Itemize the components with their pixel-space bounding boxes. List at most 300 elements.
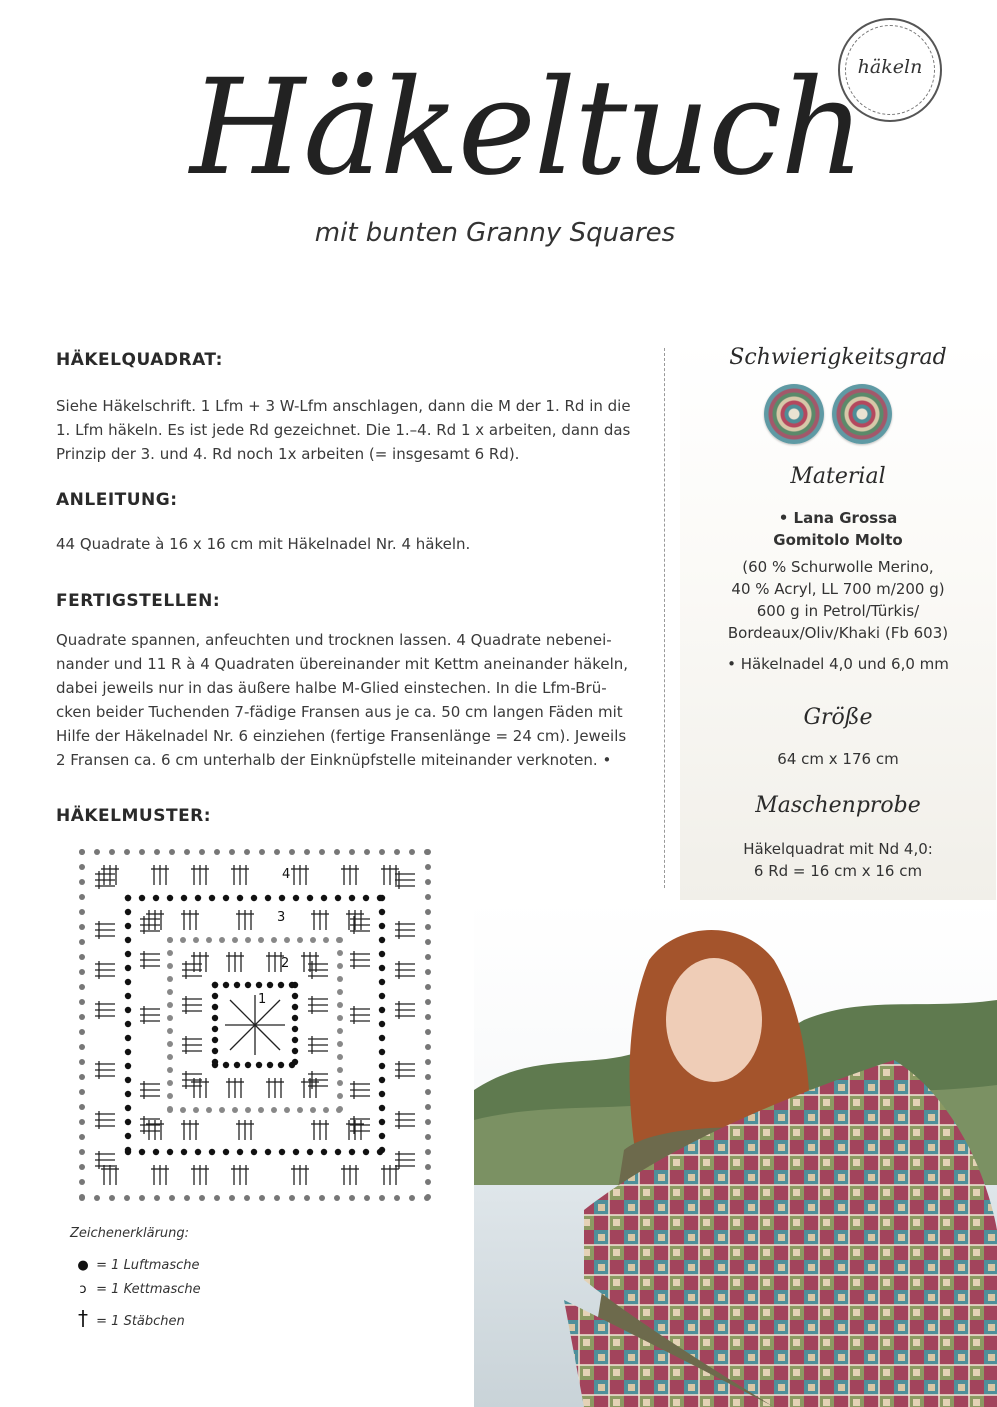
chain-dot xyxy=(271,1107,277,1113)
chain-dot xyxy=(167,937,173,943)
material-line: Bordeaux/Oliv/Khaki (Fb 603) xyxy=(727,624,949,642)
chain-dot xyxy=(125,1049,131,1055)
chain-dot xyxy=(425,864,431,870)
gauge-line: Häkelquadrat mit Nd 4,0: xyxy=(743,840,933,858)
chain-dot xyxy=(424,849,430,855)
chain-dot xyxy=(212,993,218,999)
chain-dot xyxy=(94,1195,100,1201)
double-crochet-stitch xyxy=(230,1025,255,1050)
chain-dot xyxy=(310,1107,316,1113)
heading-haekelmuster: HÄKELMUSTER: xyxy=(56,806,212,826)
chain-dot xyxy=(259,1195,265,1201)
chain-dot xyxy=(379,1147,385,1153)
chain-dot xyxy=(79,864,85,870)
chain-dot xyxy=(425,1119,431,1125)
stamp-label: häkeln xyxy=(857,56,923,78)
chain-dot xyxy=(79,1119,85,1125)
chain-dot xyxy=(377,895,383,901)
chain-dot xyxy=(125,1147,131,1153)
chain-dot xyxy=(167,895,173,901)
gauge-line: 6 Rd = 16 cm x 16 cm xyxy=(753,862,923,880)
chain-dot xyxy=(425,1134,431,1140)
chain-dot xyxy=(212,1026,218,1032)
chain-dot xyxy=(289,849,295,855)
chain-dot xyxy=(337,963,343,969)
chain-dot xyxy=(167,1080,173,1086)
chain-dot xyxy=(337,989,343,995)
page-subtitle: mit bunten Granny Squares xyxy=(314,218,676,248)
legend-item-kettmasche xyxy=(74,1282,201,1297)
chain-dot xyxy=(379,937,385,943)
chain-dot xyxy=(206,1107,212,1113)
chain-dot xyxy=(169,1195,175,1201)
chain-dot xyxy=(379,1077,385,1083)
chain-dot xyxy=(181,895,187,901)
chain-dot xyxy=(167,1015,173,1021)
chain-dot xyxy=(363,1149,369,1155)
text-line: Hilfe der Häkelnadel Nr. 6 einziehen (fertige Fransenlänge = 24 cm). Jeweils xyxy=(56,727,627,745)
chain-dot xyxy=(379,1091,385,1097)
chain-dot xyxy=(379,993,385,999)
legend-label: = 1 Stäbchen xyxy=(96,1314,185,1329)
chain-dot xyxy=(425,924,431,930)
chain-dot xyxy=(409,1195,415,1201)
text-line: Siehe Häkelschrift. 1 Lfm + 3 W-Lfm anschlagen, dann die M der 1. Rd in die xyxy=(56,397,631,415)
chain-dot xyxy=(251,895,257,901)
chain-dot xyxy=(425,909,431,915)
chain-dot xyxy=(292,1048,298,1054)
chain-dot xyxy=(109,1195,115,1201)
chain-dot xyxy=(214,849,220,855)
chain-dot xyxy=(379,1035,385,1041)
text-fertigstellen xyxy=(56,628,656,772)
chain-dot xyxy=(79,1179,85,1185)
needle-info: • Häkelnadel 4,0 und 6,0 mm xyxy=(727,655,949,673)
round-label-1: 1 xyxy=(258,992,267,1007)
chain-dot xyxy=(323,1107,329,1113)
chain-dot xyxy=(274,1195,280,1201)
chain-dot xyxy=(379,923,385,929)
gauge-heading: Maschenprobe xyxy=(755,793,921,818)
chain-dot xyxy=(379,1063,385,1069)
chain-dot xyxy=(229,1195,235,1201)
chain-dot xyxy=(425,999,431,1005)
chain-dot xyxy=(167,1028,173,1034)
chain-dot xyxy=(292,1059,298,1065)
chain-dot xyxy=(167,1067,173,1073)
legend-label: = 1 Luftmasche xyxy=(96,1258,200,1273)
chain-dot xyxy=(195,1149,201,1155)
chain-dot xyxy=(206,937,212,943)
chain-dot xyxy=(289,982,295,988)
chain-dot xyxy=(219,1107,225,1113)
chain-dot xyxy=(425,1044,431,1050)
chain-dot xyxy=(256,982,262,988)
chain-dot xyxy=(199,849,205,855)
chain-dot xyxy=(337,1028,343,1034)
double-crochet-icon: † xyxy=(78,1306,88,1330)
chain-dot xyxy=(79,1149,85,1155)
heading-anleitung: ANLEITUNG: xyxy=(56,490,178,510)
chain-dot xyxy=(304,1195,310,1201)
model-photo xyxy=(474,900,997,1407)
chain-dot xyxy=(425,1149,431,1155)
chain-dot xyxy=(125,951,131,957)
chain-dot xyxy=(167,1149,173,1155)
chain-dot xyxy=(79,1134,85,1140)
chain-dot xyxy=(337,976,343,982)
chain-dot xyxy=(79,924,85,930)
chain-dot xyxy=(124,849,130,855)
text-line: cken beider Tuchenden 7-fädige Fransen aus je ca. 50 cm langen Fäden mit xyxy=(56,703,623,721)
chain-dot xyxy=(193,1107,199,1113)
chain-dot xyxy=(292,993,298,999)
chain-dot xyxy=(289,1195,295,1201)
chain-dot xyxy=(79,939,85,945)
chain-dot xyxy=(337,1015,343,1021)
chain-dot xyxy=(167,1002,173,1008)
double-crochet-stitch xyxy=(230,1000,255,1025)
round-label-3: 3 xyxy=(277,910,286,925)
difficulty-yarn-icon xyxy=(764,384,824,444)
chain-dot xyxy=(79,1074,85,1080)
chain-dot xyxy=(125,1091,131,1097)
chain-dot xyxy=(307,895,313,901)
chain-dot xyxy=(125,965,131,971)
chain-dot xyxy=(337,1054,343,1060)
chain-dot xyxy=(212,1004,218,1010)
chain-dot xyxy=(425,984,431,990)
gauge-text xyxy=(690,838,986,882)
material-details xyxy=(690,556,986,644)
chain-dot xyxy=(379,1133,385,1139)
chain-dot xyxy=(265,895,271,901)
chain-dot xyxy=(219,937,225,943)
chain-dot xyxy=(425,954,431,960)
chain-dot xyxy=(180,1107,186,1113)
chain-dot xyxy=(409,849,415,855)
chain-dot xyxy=(349,1149,355,1155)
chain-dot xyxy=(364,849,370,855)
column-divider xyxy=(664,348,665,888)
chain-dot xyxy=(278,982,284,988)
chain-dot xyxy=(167,989,173,995)
chain-dot xyxy=(154,1195,160,1201)
chain-dot xyxy=(321,1149,327,1155)
chain-dot xyxy=(334,849,340,855)
chain-dot xyxy=(293,895,299,901)
face xyxy=(666,958,762,1082)
chain-dot xyxy=(125,1063,131,1069)
heading-fertigstellen: FERTIGSTELLEN: xyxy=(56,591,221,611)
chain-dot xyxy=(394,849,400,855)
chain-dot xyxy=(79,1104,85,1110)
text-line: 44 Quadrate à 16 x 16 cm mit Häkelnadel Nr. 4 häkeln. xyxy=(56,535,471,553)
chain-dot xyxy=(223,1149,229,1155)
chain-dot xyxy=(258,1107,264,1113)
chain-dot xyxy=(125,909,131,915)
chain-dot xyxy=(271,937,277,943)
chart-round-labels xyxy=(258,867,290,1007)
chain-dot xyxy=(335,1149,341,1155)
chain-dot xyxy=(425,1014,431,1020)
chain-dot xyxy=(363,895,369,901)
text-line: 2 Fransen ca. 6 cm unterhalb der Einknüpfstelle miteinander verknoten. • xyxy=(56,751,612,769)
chain-dot xyxy=(139,1195,145,1201)
size-value: 64 cm x 176 cm xyxy=(777,750,899,768)
chain-dot xyxy=(167,976,173,982)
chain-dot xyxy=(232,937,238,943)
chain-dot xyxy=(284,937,290,943)
chain-dot xyxy=(125,1105,131,1111)
legend-label: = 1 Kettmasche xyxy=(96,1282,201,1297)
chain-dot xyxy=(223,982,229,988)
chain-dot xyxy=(125,979,131,985)
material-brand xyxy=(690,507,986,551)
chain-dot xyxy=(79,1029,85,1035)
chain-dot xyxy=(212,1015,218,1021)
chain-dot xyxy=(79,1014,85,1020)
chain-dot xyxy=(234,1062,240,1068)
chain-dot xyxy=(297,1107,303,1113)
chain-dot xyxy=(337,950,343,956)
chain-dot xyxy=(125,993,131,999)
chain-dot xyxy=(379,849,385,855)
chain-dot xyxy=(193,937,199,943)
heading-haekelquadrat: HÄKELQUADRAT: xyxy=(56,350,223,370)
chain-dot xyxy=(79,1194,85,1200)
chain-dot xyxy=(79,909,85,915)
chain-dot xyxy=(394,1195,400,1201)
chain-dot xyxy=(180,937,186,943)
chain-dot xyxy=(425,1194,431,1200)
text-haekelquadrat xyxy=(56,394,656,466)
chain-dot xyxy=(379,1119,385,1125)
chain-dot xyxy=(125,923,131,929)
double-crochet-stitch xyxy=(255,1025,280,1050)
chain-dot xyxy=(79,1164,85,1170)
chain-dot xyxy=(267,982,273,988)
chain-dot xyxy=(167,1106,173,1112)
chain-dot xyxy=(167,1041,173,1047)
chain-dot xyxy=(209,895,215,901)
chain-dot xyxy=(153,1149,159,1155)
page-title: Häkeltuch xyxy=(190,51,864,205)
chain-dot xyxy=(79,984,85,990)
chain-dot xyxy=(425,1089,431,1095)
chain-dot xyxy=(292,1004,298,1010)
chain-dot xyxy=(154,849,160,855)
chain-dot xyxy=(335,895,341,901)
round-label-4: 4 xyxy=(282,867,291,882)
chain-dot xyxy=(79,879,85,885)
chain-dot xyxy=(304,849,310,855)
chain-dot xyxy=(279,1149,285,1155)
chain-dot xyxy=(349,895,355,901)
material-heading: Material xyxy=(790,464,886,489)
chain-dot xyxy=(349,849,355,855)
chain-dot xyxy=(214,1195,220,1201)
chain-dot xyxy=(245,982,251,988)
chain-dot xyxy=(79,849,85,855)
difficulty-heading: Schwierigkeitsgrad xyxy=(729,345,947,370)
chain-dot xyxy=(209,1149,215,1155)
chain-dot xyxy=(79,894,85,900)
chain-dot xyxy=(292,1015,298,1021)
chain-dot xyxy=(125,1133,131,1139)
chain-dot xyxy=(425,969,431,975)
chain-dot xyxy=(79,1044,85,1050)
chain-dot xyxy=(79,954,85,960)
chain-dot xyxy=(337,1002,343,1008)
chain-dot xyxy=(125,937,131,943)
chain-dot xyxy=(425,894,431,900)
chain-dot xyxy=(245,1107,251,1113)
chain-dot xyxy=(125,1007,131,1013)
chain-dot xyxy=(379,1007,385,1013)
chain-dot xyxy=(212,982,218,988)
chain-dot xyxy=(319,849,325,855)
chain-dot xyxy=(310,937,316,943)
chain-dot xyxy=(244,849,250,855)
chain-dot xyxy=(256,1062,262,1068)
text-line: Quadrate spannen, anfeuchten und trocknen lassen. 4 Quadrate nebenei- xyxy=(56,631,612,649)
chain-dot xyxy=(125,895,131,901)
chain-dot xyxy=(364,1195,370,1201)
chain-dot xyxy=(94,849,100,855)
text-line: dabei jeweils nur in das äußere halbe M-Glied einstechen. In die Lfm-Brü- xyxy=(56,679,607,697)
chain-dot xyxy=(125,1119,131,1125)
chain-dot xyxy=(425,1029,431,1035)
text-line: nander und 11 R à 4 Quadraten übereinander mit Kettm aneinander häkeln, xyxy=(56,655,629,673)
chain-dot xyxy=(292,1026,298,1032)
text-line: 1. Lfm häkeln. Es ist jede Rd gezeichnet. Die 1.–4. Rd 1 x arbeiten, dann das xyxy=(56,421,631,439)
chain-dot xyxy=(321,895,327,901)
round-label-2: 2 xyxy=(281,956,290,971)
chain-dot xyxy=(251,1149,257,1155)
chain-dot xyxy=(212,1048,218,1054)
chain-dot xyxy=(167,1093,173,1099)
chain-dot xyxy=(139,895,145,901)
chain-dot xyxy=(425,939,431,945)
chain-dot xyxy=(425,1059,431,1065)
chain-dot xyxy=(79,999,85,1005)
chain-dot xyxy=(153,895,159,901)
size-heading: Größe xyxy=(803,705,873,730)
chain-dot xyxy=(259,849,265,855)
chain-dot xyxy=(167,1054,173,1060)
chain-dot xyxy=(336,937,342,943)
chain-dot xyxy=(379,1195,385,1201)
chain-dot xyxy=(223,895,229,901)
chain-dot xyxy=(337,1106,343,1112)
chain-dot xyxy=(337,1067,343,1073)
chain-dot xyxy=(79,1059,85,1065)
chain-dot xyxy=(245,937,251,943)
chain-dot xyxy=(244,1195,250,1201)
chain-dot xyxy=(267,1062,273,1068)
chain-dot xyxy=(425,879,431,885)
chain-dot xyxy=(139,849,145,855)
chain-dot xyxy=(337,1041,343,1047)
chain-dot xyxy=(379,951,385,957)
chain-dot xyxy=(169,849,175,855)
chain-dot xyxy=(323,937,329,943)
chain-dot xyxy=(349,1195,355,1201)
legend-item-luftmasche xyxy=(74,1258,200,1273)
chain-dot xyxy=(223,1062,229,1068)
chain-dot xyxy=(125,1077,131,1083)
chain-dot xyxy=(167,963,173,969)
crochet-chart xyxy=(70,840,440,1210)
chain-dot xyxy=(379,1049,385,1055)
chain-dot xyxy=(279,895,285,901)
chain-dot xyxy=(167,950,173,956)
chain-dot xyxy=(184,849,190,855)
legend-title: Zeichenerklärung: xyxy=(70,1226,190,1241)
chain-dot xyxy=(297,937,303,943)
chain-dot xyxy=(307,1149,313,1155)
chain-dot xyxy=(109,849,115,855)
material-line: (60 % Schurwolle Merino, xyxy=(742,558,934,576)
chain-dot xyxy=(139,1149,145,1155)
chain-dot xyxy=(232,1107,238,1113)
chain-dot xyxy=(379,979,385,985)
material-brand-line: Gomitolo Molto xyxy=(773,531,903,549)
chain-dot xyxy=(124,1195,130,1201)
chain-dot xyxy=(258,937,264,943)
chain-dot xyxy=(337,1093,343,1099)
chain-dot xyxy=(199,1195,205,1201)
chain-dot xyxy=(319,1195,325,1201)
text-line: Prinzip der 3. und 4. Rd noch 1x arbeiten (= insgesamt 6 Rd). xyxy=(56,445,520,463)
chain-dot xyxy=(379,1021,385,1027)
chain-dot xyxy=(237,895,243,901)
chain-dot xyxy=(379,909,385,915)
chain-dot xyxy=(229,849,235,855)
chain-dot xyxy=(184,1195,190,1201)
chain-dot xyxy=(125,1021,131,1027)
chain-dot xyxy=(212,1059,218,1065)
chain-dot xyxy=(425,1104,431,1110)
chain-dot xyxy=(334,1195,340,1201)
chain-dot xyxy=(79,969,85,975)
chain-dot xyxy=(79,1089,85,1095)
chain-dot xyxy=(245,1062,251,1068)
chain-dot xyxy=(425,1179,431,1185)
chain-dot xyxy=(212,1037,218,1043)
slip-stitch-icon: ↄ xyxy=(79,1282,87,1297)
chain-stitch-icon: ● xyxy=(77,1258,89,1273)
chain-dot xyxy=(125,1035,131,1041)
chain-dot xyxy=(379,965,385,971)
chain-dot xyxy=(234,982,240,988)
chain-dot xyxy=(425,1074,431,1080)
text-anleitung xyxy=(56,532,656,556)
chain-dot xyxy=(181,1149,187,1155)
material-brand-line: • Lana Grossa xyxy=(778,509,898,527)
material-line: 40 % Acryl, LL 700 m/200 g) xyxy=(731,580,945,598)
material-line: 600 g in Petrol/Türkis/ xyxy=(756,602,920,620)
chain-dot xyxy=(237,1149,243,1155)
chain-dot xyxy=(337,1080,343,1086)
chain-dot xyxy=(425,1164,431,1170)
chain-dot xyxy=(292,1037,298,1043)
difficulty-yarn-icon xyxy=(832,384,892,444)
chain-dot xyxy=(278,1062,284,1068)
chain-dot xyxy=(379,1105,385,1111)
chain-dot xyxy=(284,1107,290,1113)
